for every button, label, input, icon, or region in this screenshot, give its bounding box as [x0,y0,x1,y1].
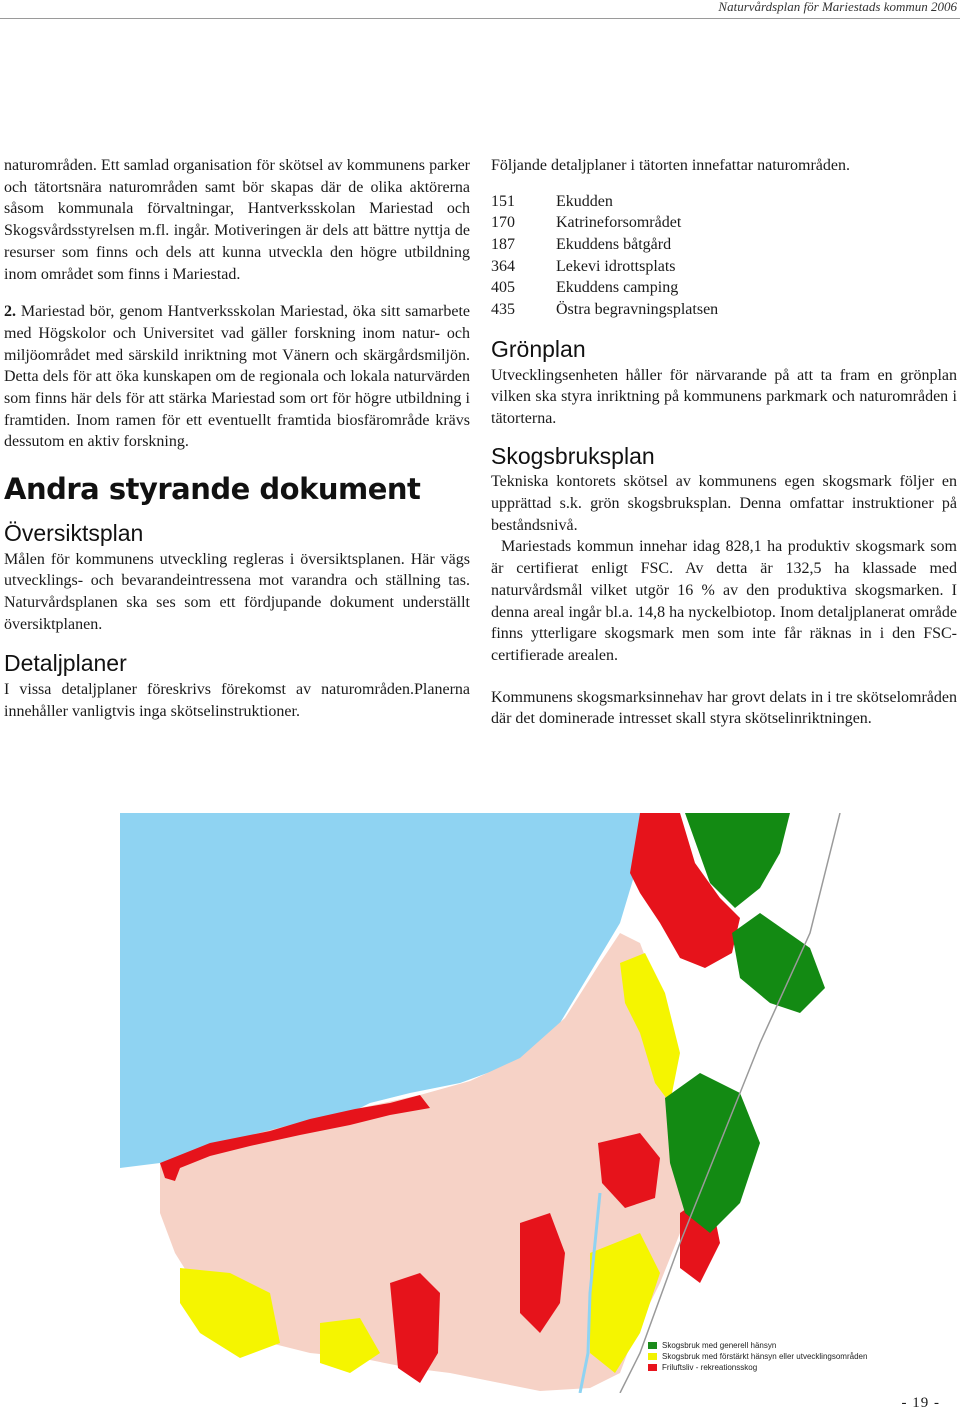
legend-row [648,1340,888,1351]
paragraph-skogsbruksplan-1: Tekniska kontorets skötsel av kommunens egen skogsmark följer en upprättad s.k. grön skogsbruksplan. Denna omfattar instruktioner på beståndsnivå. [491,473,957,534]
plan-name: Östra begravningsplatsen [556,301,719,319]
plan-list-item [491,234,957,256]
plan-list-item [491,277,957,299]
legend-swatch-red [648,1364,657,1371]
point-number: 2. [4,303,16,321]
plan-name: Ekuddens camping [556,279,679,297]
heading-oversiktsplan: Översiktsplan [4,519,144,546]
plan-number: 170 [491,214,515,232]
plan-list-item [491,256,957,278]
plan-list-item [491,299,957,321]
paragraph-skogsbruksplan-2: Mariestads kommun innehar idag 828,1 ha produktiv skogsmark som är certifierat enligt FSC. Av detta är 132,5 ha klassade med naturvårdsmål vilket utgör 16 % av den produktiva skogsmarken. I denna areal ingår bl.a. 14,8 ha nyckelbiotop. Inom detaljplanerat område finns ytterligare skogsmark men som inte får räknas in i den FSC- certifierade arealen. [491,538,957,664]
heading-gronplan: Grönplan [491,335,586,362]
left-column [4,155,470,722]
plan-list-item [491,191,957,213]
legend-row [648,1362,888,1373]
plan-list-item [491,212,957,234]
plan-number: 435 [491,301,515,319]
paragraph-plans-intro: Följande detaljplaner i tätorten innefattar naturområden. [491,157,850,174]
paragraph-organisation: naturområden. Ett samlad organisation för skötsel av kommunens parker och tätortsnära naturområden samt bör skapas där de olika aktörerna såsom kommunala förvaltningar, Hantverksskolan Mariestad och Skogsvårdsstyrelsen m.fl. ingår. Motiveringen är dels att bättre nyttja de resurser som finns och dels att kunna utveckla den högre utbildning inom området som finns i Mariestad. [4,157,470,283]
right-column [491,155,957,730]
map-legend [648,1340,888,1373]
paragraph-skogsbruksplan-3: Kommunens skogsmarksinnehav har grovt delats in i tre skötselområden där det dominerade intresset skall styra skötselinriktningen. [491,688,957,728]
paragraph-detaljplaner: I vissa detaljplaner föreskrivs förekomst av naturområden.Planerna innehåller vanligtvis inga skötselinstruktioner. [4,681,470,720]
page-number: - 19 - [901,1395,940,1411]
paragraph-research [4,301,470,453]
header-rule [0,18,960,19]
paragraph-gronplan: Utvecklingsenheten håller för närvarande på att ta fram en grönplan vilken ska styra inriktning på kommunens parkmark och naturområden i tätorterna. [491,366,957,427]
section-heading-other-documents: Andra styrande dokument [4,472,421,507]
paragraph-research-text: Mariestad bör, genom Hantverksskolan Mariestad, öka sitt samarbete med Högskolor och Universitet vad gäller forskning inom natur- och miljöområdet med särskild inriktning mot Vänern och skärgårdsmiljön. Detta dels för att öka kunskapen om de regionala och lokala naturvärden som finns här dels för att stärka Mariestad som ort för högre utbildning i framtiden. Inom ramen för ett eventuellt framtida biosfärområde krävs dessutom en aktiv forskning. [4,303,470,451]
plan-number: 405 [491,279,515,297]
plan-list [491,191,957,321]
plan-name: Ekudden [556,192,613,210]
running-header-title: Naturvårdsplan för Mariestads kommun 2006 [718,0,957,14]
plan-name: Katrineforsområdet [556,214,682,232]
legend-swatch-green [648,1342,657,1349]
page-header [0,0,960,20]
plan-number: 187 [491,236,515,254]
legend-label: Skogsbruk med förstärkt hänsyn eller utvecklingsområden [662,1352,868,1361]
plan-name: Ekuddens båtgård [556,236,672,254]
plan-number: 151 [491,192,515,210]
legend-label: Skogsbruk med generell hänsyn [662,1341,777,1350]
forest-map [120,813,960,1393]
heading-skogsbruksplan: Skogsbruksplan [491,442,655,469]
plan-name: Lekevi idrottsplats [556,257,676,275]
legend-swatch-yellow [648,1353,657,1360]
paragraph-oversiktsplan: Målen för kommunens utveckling regleras i översiktsplanen. Här vägs utvecklings- och bevarandeintressena mot varandra och ställning tas. Naturvårdsplanen ska ses som ett fördjupande dokument underställt översiktplanen. [4,550,470,633]
map-graphic [120,813,960,1393]
heading-detaljplaner: Detaljplaner [4,650,127,677]
legend-row [648,1351,888,1362]
plan-number: 364 [491,257,515,275]
legend-label: Friluftsliv - rekreationsskog [662,1363,758,1372]
